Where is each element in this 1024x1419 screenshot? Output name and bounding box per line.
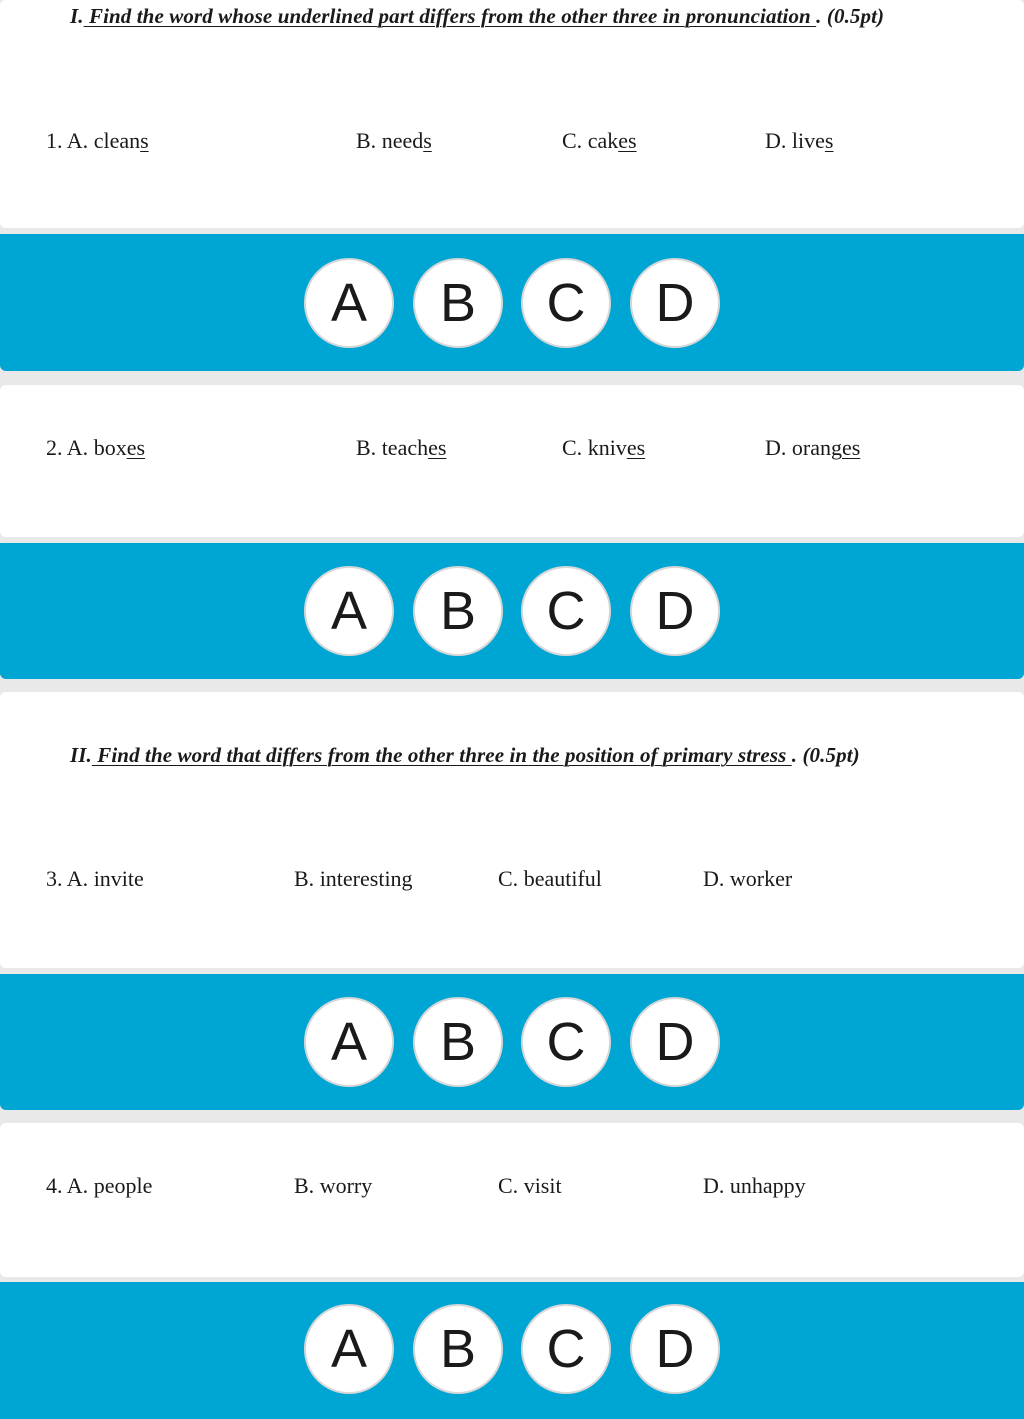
section-2-instruction: Find the word that differs from the other three in the position of primary stress — [91, 743, 792, 767]
question-2-option-b — [356, 435, 446, 461]
option-stem: people — [93, 1173, 153, 1198]
option-underlined: es — [428, 435, 447, 460]
answer-b-button[interactable]: B — [413, 258, 503, 348]
question-card-1 — [0, 0, 1024, 228]
answer-d-button[interactable]: D — [630, 1304, 720, 1394]
answer-a-button[interactable]: A — [304, 566, 394, 656]
question-4-option-b — [294, 1173, 372, 1199]
option-stem: cak — [587, 128, 619, 153]
question-card-4 — [0, 1123, 1024, 1277]
answer-band-3 — [0, 974, 1024, 1110]
question-3-number: 3. — [46, 866, 63, 891]
option-letter: A. — [66, 1173, 89, 1198]
section-1-label: I. — [70, 4, 84, 28]
question-3-option-b — [294, 866, 413, 892]
answer-a-button[interactable]: A — [304, 1304, 394, 1394]
answer-b-button[interactable]: B — [413, 566, 503, 656]
option-stem: clean — [93, 128, 141, 153]
question-1-option-d — [765, 128, 833, 154]
answer-c-button[interactable]: C — [521, 258, 611, 348]
option-letter: B. — [356, 128, 377, 153]
question-1-option-b — [356, 128, 432, 154]
question-2-option-d — [765, 435, 860, 461]
option-stem: interesting — [319, 866, 413, 891]
option-underlined: s — [423, 128, 432, 153]
question-4-option-c — [498, 1173, 562, 1199]
option-stem: live — [791, 128, 825, 153]
option-stem: box — [93, 435, 127, 460]
option-letter: A. — [66, 866, 89, 891]
option-letter: B. — [356, 435, 377, 460]
option-letter: C. — [562, 128, 583, 153]
option-stem: need — [381, 128, 424, 153]
question-card-2 — [0, 385, 1024, 537]
question-3-option-c — [498, 866, 602, 892]
option-underlined: s — [140, 128, 149, 153]
option-stem: beautiful — [523, 866, 602, 891]
answer-d-button[interactable]: D — [630, 997, 720, 1087]
question-3-option-a — [46, 866, 144, 892]
answer-a-button[interactable]: A — [304, 258, 394, 348]
answer-d-button[interactable]: D — [630, 566, 720, 656]
option-letter: B. — [294, 866, 315, 891]
section-1-points: . (0.5pt) — [816, 4, 885, 28]
answer-b-button[interactable]: B — [413, 1304, 503, 1394]
question-3-option-d — [703, 866, 792, 892]
option-letter: C. — [498, 866, 519, 891]
option-underlined: es — [626, 435, 646, 460]
question-2-number: 2. — [46, 435, 63, 460]
option-underlined: s — [824, 128, 834, 153]
answer-band-2 — [0, 543, 1024, 679]
option-letter: D. — [765, 435, 787, 460]
section-2-heading — [70, 743, 860, 768]
option-letter: D. — [703, 866, 725, 891]
section-2-points: . (0.5pt) — [791, 743, 860, 767]
answer-c-button[interactable]: C — [521, 1304, 611, 1394]
answer-b-button[interactable]: B — [413, 997, 503, 1087]
option-underlined: es — [126, 435, 146, 460]
option-stem: orang — [791, 435, 842, 460]
question-4-option-a — [46, 1173, 152, 1199]
option-stem: teach — [381, 435, 429, 460]
option-underlined: es — [841, 435, 861, 460]
question-card-3 — [0, 692, 1024, 968]
question-2-option-c — [562, 435, 645, 461]
option-stem: worry — [319, 1173, 373, 1198]
option-letter: D. — [765, 128, 787, 153]
option-letter: C. — [562, 435, 583, 460]
option-underlined: es — [618, 128, 637, 153]
section-1-heading — [70, 4, 884, 29]
section-2-label: II. — [70, 743, 92, 767]
question-1-option-a — [46, 128, 149, 154]
question-4-option-d — [703, 1173, 806, 1199]
option-stem: kniv — [587, 435, 627, 460]
answer-c-button[interactable]: C — [521, 566, 611, 656]
question-1-option-c — [562, 128, 637, 154]
option-stem: visit — [523, 1173, 562, 1198]
option-stem: invite — [93, 866, 144, 891]
answer-d-button[interactable]: D — [630, 258, 720, 348]
option-stem: worker — [729, 866, 793, 891]
option-letter: C. — [498, 1173, 519, 1198]
question-2-option-a — [46, 435, 145, 461]
option-letter: D. — [703, 1173, 725, 1198]
section-1-instruction: Find the word whose underlined part differs from the other three in pronunciation — [83, 4, 817, 28]
option-letter: A. — [66, 435, 89, 460]
answer-band-4 — [0, 1282, 1024, 1419]
option-letter: A. — [66, 128, 89, 153]
answer-band-1 — [0, 234, 1024, 371]
answer-a-button[interactable]: A — [304, 997, 394, 1087]
option-letter: B. — [294, 1173, 315, 1198]
answer-c-button[interactable]: C — [521, 997, 611, 1087]
question-4-number: 4. — [46, 1173, 63, 1198]
option-stem: unhappy — [729, 1173, 806, 1198]
question-1-number: 1. — [46, 128, 63, 153]
